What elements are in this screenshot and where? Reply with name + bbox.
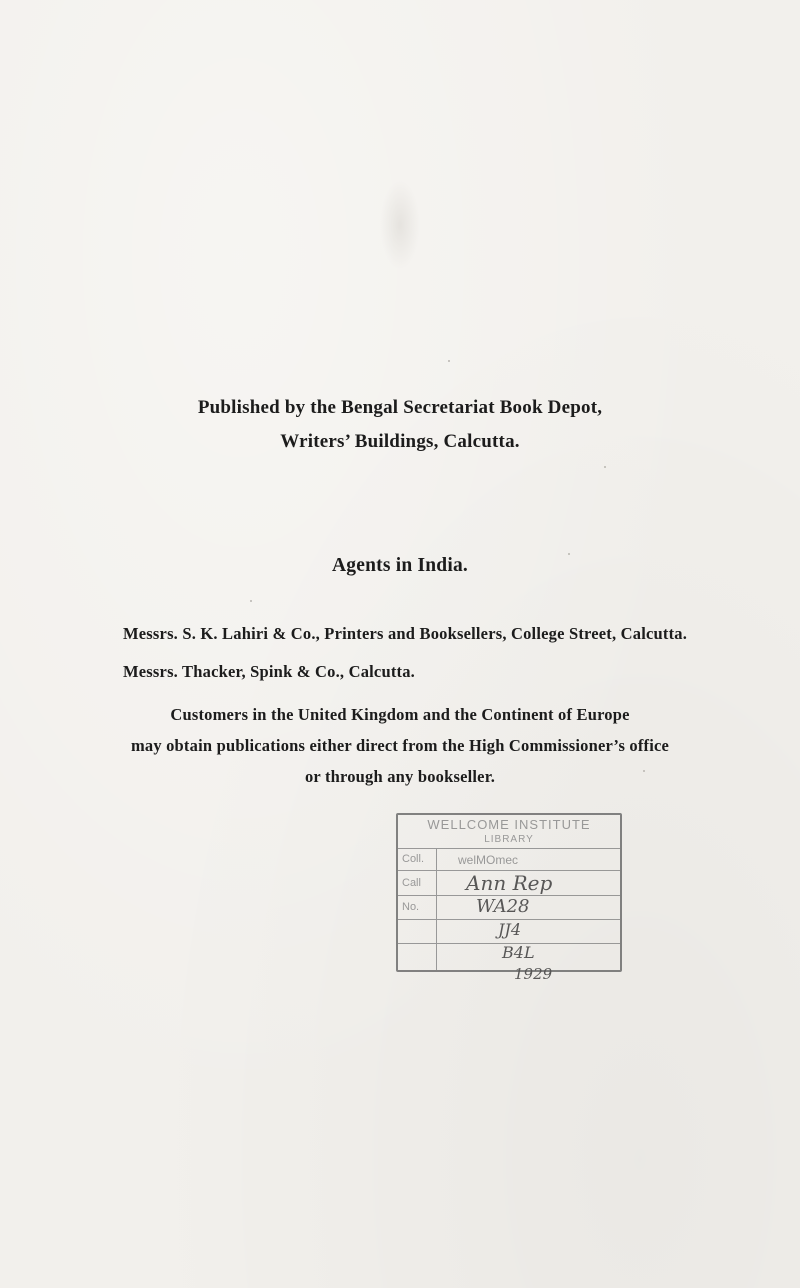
handwritten-entry: B4L <box>502 943 535 962</box>
stamp-subheader: LIBRARY <box>484 834 534 845</box>
stamp-coll-label: Coll. <box>402 853 425 865</box>
paper-speck <box>568 553 570 555</box>
library-stamp <box>396 813 622 983</box>
paper-speck <box>604 466 606 468</box>
handwritten-entry: JJ4 <box>498 920 522 939</box>
handwritten-entry: Ann Rep <box>466 871 553 895</box>
stamp-call-label: Call <box>402 877 421 889</box>
agent-entry: Messrs. S. K. Lahiri & Co., Printers and Booksellers, College Street, Calcutta. <box>123 624 688 643</box>
agent-entry: Messrs. Thacker, Spink & Co., Calcutta. <box>123 662 415 681</box>
stamp-coll-value: welMOmec <box>458 853 519 867</box>
stamp-rule <box>398 848 620 849</box>
publisher-address: Writers’ Buildings, Calcutta. <box>280 431 520 452</box>
publisher-line: Published by the Bengal Secretariat Book Depot, <box>197 397 603 418</box>
stamp-divider <box>436 848 437 970</box>
stamp-header: WELLCOME INSTITUTE <box>427 817 591 832</box>
stamp-no-label: No. <box>402 901 420 913</box>
paper-speck <box>448 360 450 362</box>
paper-smudge <box>380 180 420 270</box>
customers-notice-line: Customers in the United Kingdom and the Continent of Europe <box>170 705 630 724</box>
customers-notice-line: may obtain publications either direct from the High Commissioner’s office <box>130 736 670 755</box>
handwritten-entry: WA28 <box>476 896 530 917</box>
agents-heading: Agents in India. <box>332 555 468 576</box>
paper-speck <box>643 770 645 772</box>
paper-speck <box>250 600 252 602</box>
handwritten-entry: 1929 <box>514 965 553 983</box>
customers-notice-line: or through any bookseller. <box>304 767 496 786</box>
